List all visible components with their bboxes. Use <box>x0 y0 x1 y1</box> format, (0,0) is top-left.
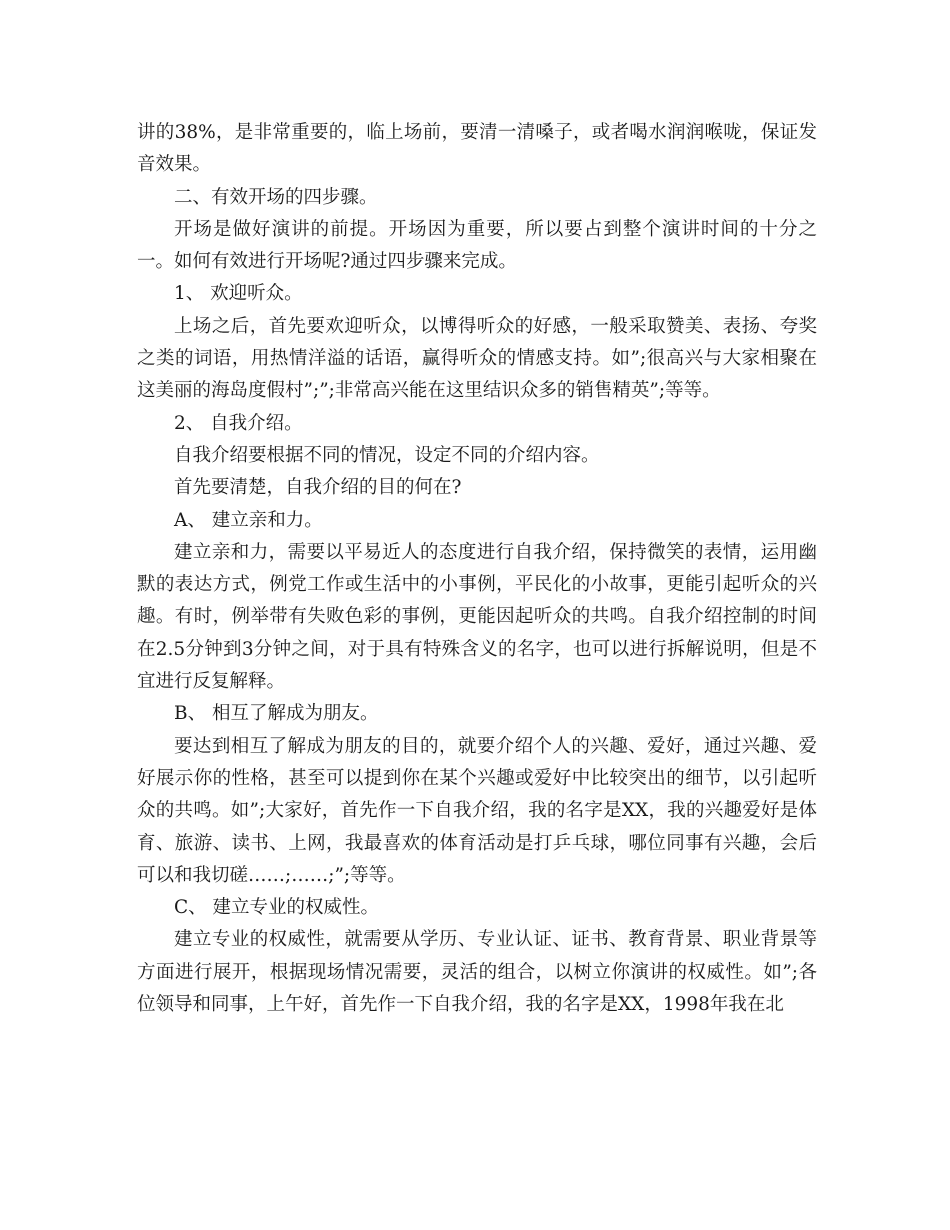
sub-heading-c: C、 建立专业的权威性。 <box>174 897 380 919</box>
paragraph-10: 建立亲和力，需要以平易近人的态度进行自我介绍，保持微笑的表情，运用幽默的表达方式，例党工作或生活中的小事例，平民化的小故事，更能引起听众的兴趣。有时，例举带有失败色彩的事例，更能因起听众的共鸣。自我介绍控制的时间在2.5分钟到3分钟之间，对于具有特殊含义的名字，也可以进行拆解说明，但是不宜进行反复解释。 <box>137 541 817 693</box>
paragraph-7: 自我介绍要根据不同的情况，设定不同的介绍内容。 <box>174 444 600 466</box>
paragraph-3: 开场是做好演讲的前提。开场因为重要，所以要占到整个演讲时间的十分之一。如何有效进行开场呢?通过四步骤来完成。 <box>137 218 817 273</box>
document-body <box>137 117 817 1021</box>
paragraph-8: 首先要清楚，自我介绍的目的何在? <box>174 477 462 499</box>
sub-heading-a: A、 建立亲和力。 <box>174 509 323 531</box>
section-heading-opening-steps: 二、有效开场的四步骤。 <box>174 186 378 208</box>
step-heading-welcome: 1、 欢迎听众。 <box>174 283 303 305</box>
paragraph-12: 要达到相互了解成为朋友的目的，就要介绍个人的兴趣、爱好，通过兴趣、爱好展示你的性格，甚至可以提到你在某个兴趣或爱好中比较突出的细节，以引起听众的共鸣。如”;大家好，首先作一下自我介绍，我的名字是XX，我的兴趣爱好是体育、旅游、读书、上网，我最喜欢的体育活动是打乒乓球，哪位同事有兴趣，会后可以和我切磋……;……;”;等等。 <box>137 735 817 886</box>
paragraph-1: 讲的38%，是非常重要的，临上场前，要清一清嗓子，或者喝水润润喉咙，保证发音效果。 <box>137 122 817 176</box>
sub-heading-b: B、 相互了解成为朋友。 <box>174 703 379 725</box>
paragraph-5: 上场之后，首先要欢迎听众，以博得听众的好感，一般采取赞美、表扬、夸奖之类的词语，用热情洋溢的话语，赢得听众的情感支持。如”;很高兴与大家相聚在这美丽的海岛度假村”;”;非常高兴能在这里结识众多的销售精英”;等等。 <box>137 315 817 402</box>
paragraph-14: 建立专业的权威性，就需要从学历、专业认证、证书、教育背景、职业背景等方面进行展开，根据现场情况需要，灵活的组合，以树立你演讲的权威性。如”;各位领导和同事，上午好，首先作一下自我介绍，我的名字是XX，1998年我在北 <box>137 929 817 1016</box>
step-heading-self-intro: 2、 自我介绍。 <box>174 412 303 434</box>
